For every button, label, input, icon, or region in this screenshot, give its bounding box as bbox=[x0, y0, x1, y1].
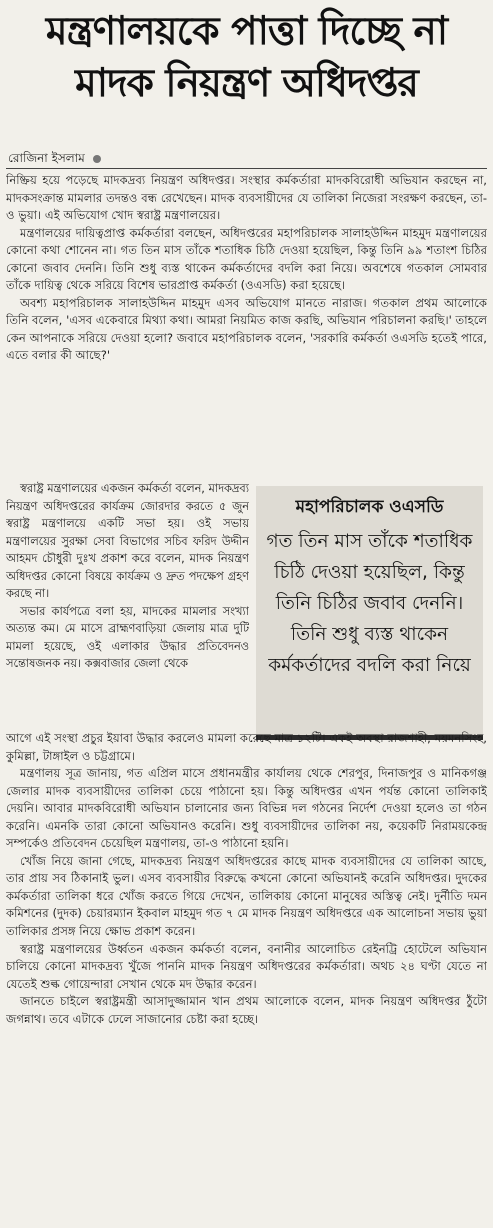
intro-text bbox=[6, 172, 487, 478]
paragraph: নিষ্ক্রিয় হয়ে পড়েছে মাদকদ্রব্য নিয়ন্ত্রণ অধিদপ্তর। সংস্থার কর্মকর্তারা মাদকবিরোধী অভিযান করছেন না, মাদকসংক্রান্ত মামলার তদন্তও বন্ধ রেখেছেন। মাদক ব্যবসায়ীদের যে তালিকা নিজেরা সংরক্ষণ করছেন, তা-ও ভুয়া। এই অভিযোগ খোদ স্বরাষ্ট্র মন্ত্রণালয়ের। bbox=[6, 173, 487, 223]
pull-quote-title: মহাপরিচালক ওএসডি bbox=[295, 497, 444, 517]
paragraph: মন্ত্রণালয় সূত্র জানায়, গত এপ্রিল মাসে প্রধানমন্ত্রীর কার্যালয় থেকে শেরপুর, দিনাজপুর ও মানিকগঞ্জ জেলার মাদক ব্যবসায়ীদের তালিকা চেয়ে পাঠানো হয়। কিন্তু অধিদপ্তর এখন পর্যন্ত কোনো তালিকাই দেয়নি। আবার মাদকবিরোধী অভিযান চালানোর জন্য বিভিন্ন দল গঠনের নির্দেশ দেওয়া হলেও তা গঠন করেনি। এমনকি তারা কোনো অভিযানও করেনি। শুধু ব্যবসায়ীদের তালিকা নয়, কয়েকটি নিরাময়কেন্দ্র সম্পর্কেও প্রতিবেদন চেয়েছিল মন্ত্রণালয়, তা-ও পাঠানো হয়নি। bbox=[6, 766, 487, 851]
paragraph: স্বরাষ্ট্র মন্ত্রণালয়ের উর্ধ্বতন একজন কর্মকর্তা বলেন, বনানীর আলোচিত রেইনট্রি হোটেলে অভিযান চালিয়ে কোনো মাদকদ্রব্য খুঁজে পাননি মাদক নিয়ন্ত্রণ অধিদপ্তরের কর্মকর্তারা। অথচ ২৪ ঘণ্টা যেতে না যেতেই শুল্ক গোয়েন্দারা সেখান থেকে মদ উদ্ধার করেন। bbox=[6, 941, 487, 991]
headline-line-1: মন্ত্রণালয়কে পাত্তা দিচ্ছে না bbox=[45, 9, 448, 54]
paragraph: স্বরাষ্ট্র মন্ত্রণালয়ের একজন কর্মকর্তা বলেন, মাদকদ্রব্য নিয়ন্ত্রণ অধিদপ্তরের কার্যক্রম জোরদার করতে ৫ জুন স্বরাষ্ট্র মন্ত্রণালয়ে একটি সভা হয়। ওই সভায় মন্ত্রণালয়ের সুরক্ষা সেবা বিভাগের সচিব ফরিদ উদ্দীন আহমদ চৌধুরী দুঃখ প্রকাশ করে বলেন, মাদক নিয়ন্ত্রণ অধিদপ্তর কোনো বিষয়ে কার্যক্রম ও দ্রুত পদক্ষেপ গ্রহণ করছে না। bbox=[6, 482, 249, 601]
paragraph: জানতে চাইলে স্বরাষ্ট্রমন্ত্রী আসাদুজ্জামান খান প্রথম আলোকে বলেন, মাদক নিয়ন্ত্রণ অধিদপ্তর ঠুঁটো জগন্নাথ। তবে এটাকে ঢেলে সাজানোর চেষ্টা করা হচ্ছে। bbox=[6, 994, 487, 1026]
paragraph: মন্ত্রণালয়ের দায়িত্বপ্রাপ্ত কর্মকর্তারা বলছেন, অধিদপ্তরের মহাপরিচালক সালাহউদ্দিন মাহমুদ মন্ত্রণালয়ের কোনো কথা শোনেন না। গত তিন মাস তাঁকে শতাধিক চিঠি দেওয়া হয়েছিল, কিন্তু তিনি ৯৯ শতাংশ চিঠির কোনো জবাব দেননি। তিনি শুধু ব্যস্ত থাকেন কর্মকর্তাদের বদলি করা নিয়ে। অবশেষে গতকাল সোমবার তাঁকে দায়িত্ব থেকে সরিয়ে বিশেষ ভারপ্রাপ্ত কর্মকর্তা (ওএসডি) করা হয়েছে। bbox=[6, 225, 487, 293]
byline-author: রোজিনা ইসলাম bbox=[8, 151, 85, 165]
left-column-text bbox=[6, 480, 249, 730]
byline-dot-icon bbox=[93, 155, 101, 163]
headline bbox=[6, 6, 487, 110]
bottom-text bbox=[6, 730, 487, 1224]
pull-quote-body: গত তিন মাস তাঁকে শতাধিক চিঠি দেওয়া হয়েছিল, কিন্তু তিনি চিঠির জবাব দেননি। তিনি শুধু ব্যস্ত থাকেন কর্মকর্তাদের বদলি করা নিয়ে bbox=[266, 531, 473, 676]
paragraph: আগে এই সংস্থা প্রচুর ইয়াবা উদ্ধার করলেও মামলা করেছে মাত্র ১২টি। একই অবস্থা রাজশাহী, ময়মনসিংহ, কুমিল্লা, টাঙ্গাইল ও চট্টগ্রামে। bbox=[6, 731, 487, 763]
headline-line-2: মাদক নিয়ন্ত্রণ অধিদপ্তর bbox=[75, 61, 418, 106]
byline bbox=[8, 150, 101, 166]
pull-quote-box bbox=[256, 486, 483, 740]
paragraph: সভার কার্যপত্রে বলা হয়, মাদকের মামলার সংখ্যা অত্যন্ত কম। মে মাসে ব্রাহ্মণবাড়িয়া জেলায় মাত্র দুটি মামলা হয়েছে, ওই এলাকার উদ্ধার প্রতিবেদনও সন্তোষজনক নয়। কক্সবাজার জেলা থেকে bbox=[6, 604, 249, 671]
paragraph: অবশ্য মহাপরিচালক সালাহউদ্দিন মাহমুদ এসব অভিযোগ মানতে নারাজ। গতকাল প্রথম আলোকে তিনি বলেন, 'এসব একেবারে মিথ্যা কথা। আমরা নিয়মিত কাজ করছি, অভিযান পরিচালনা করছি।' তাহলে কেন আপনাকে সরিয়ে দেওয়া হলো? জবাবে মহাপরিচালক বলেন, 'সরকারি কর্মকর্তা ওএসডি হতেই পারে, এতে বলার কী আছে?' bbox=[6, 295, 487, 363]
paragraph: খোঁজ নিয়ে জানা গেছে, মাদকদ্রব্য নিয়ন্ত্রণ অধিদপ্তরের কাছে মাদক ব্যবসায়ীদের যে তালিকা আছে, তার প্রায় সব ঠিকানাই ভুল। এসব ব্যবসায়ীর বিরুদ্ধে কখনো কোনো অভিযানই করেনি অধিদপ্তর। দুদকের কর্মকর্তারা তালিকা ধরে খোঁজ করতে গিয়ে দেখেন, তালিকায় কোনো মানুষের অস্তিত্ব নেই। দুর্নীতি দমন কমিশনের (দুদক) চেয়ারম্যান ইকবাল মাহমুদ গত ৭ মে মাদক নিয়ন্ত্রণ অধিদপ্তরে এক আলোচনা সভায় ভুয়া তালিকার প্রসঙ্গ নিয়ে ক্ষোভ প্রকাশ করেন। bbox=[6, 853, 487, 939]
divider bbox=[6, 168, 487, 169]
